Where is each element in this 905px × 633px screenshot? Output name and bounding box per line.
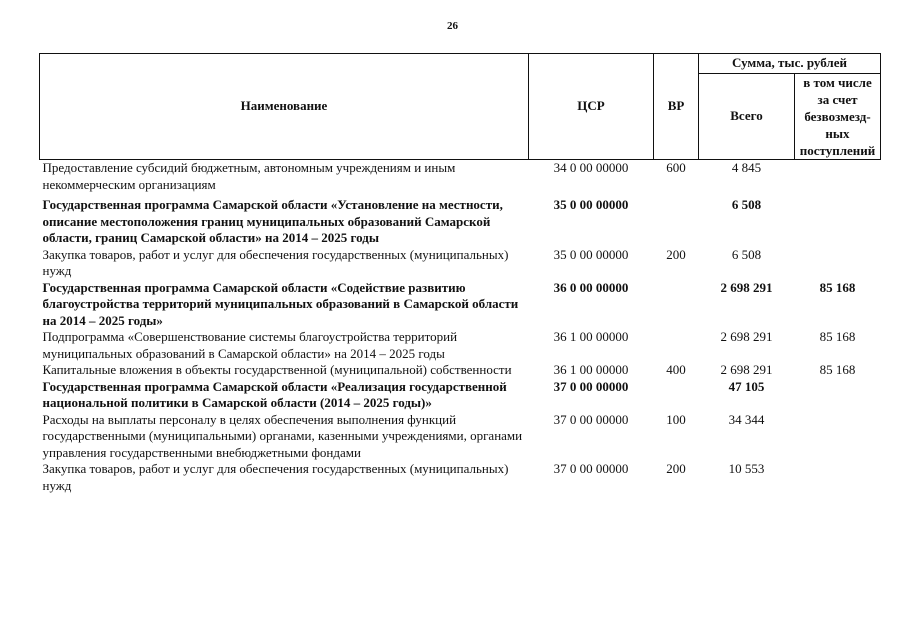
cell-grant xyxy=(795,412,881,462)
cell-csr: 36 1 00 00000 xyxy=(553,362,629,377)
cell-name: Закупка товаров, работ и услуг для обеспечения государственных (муниципальных) нужд xyxy=(42,461,509,493)
cell-vr: 100 xyxy=(666,411,686,427)
cell-name: Капитальные вложения в объекты государственной (муниципальной) собственности xyxy=(42,362,512,377)
cell-csr: 35 0 00 00000 xyxy=(553,246,629,262)
cell-total: 4 845 xyxy=(731,160,762,175)
cell-grant xyxy=(795,193,881,247)
cell-total: 2 698 291 xyxy=(720,279,773,295)
cell-csr: 37 0 00 00000 xyxy=(553,461,629,476)
cell-csr: 36 0 00 00000 xyxy=(553,279,629,295)
page-number: 26 xyxy=(447,20,458,32)
header-total: Всего xyxy=(699,74,795,160)
header-csr: ЦСР xyxy=(529,54,654,160)
cell-total: 47 105 xyxy=(728,378,765,394)
cell-name: Предоставление субсидий бюджетным, автономным учреждениям и иным некоммерческим организациям xyxy=(42,160,456,192)
table-row xyxy=(40,461,881,494)
cell-name: Государственная программа Самарской области «Реализация государственной национальной политики в Самарской области (2014 – 2025 годы)» xyxy=(42,378,507,410)
table-row xyxy=(40,193,881,247)
cell-total: 6 508 xyxy=(731,246,762,262)
cell-vr xyxy=(654,329,699,362)
cell-grant xyxy=(795,160,881,194)
cell-csr: 36 1 00 00000 xyxy=(553,329,629,344)
header-name: Наименование xyxy=(40,54,529,160)
cell-name: Подпрограмма «Совершенствование системы благоустройства территорий муниципальных образований в Самарской области» на 2014 – 2025 годы xyxy=(42,329,458,361)
cell-vr: 400 xyxy=(666,362,686,377)
table-row xyxy=(40,379,881,412)
cell-grant: 85 168 xyxy=(819,329,856,344)
cell-csr: 35 0 00 00000 xyxy=(553,197,629,212)
table-row xyxy=(40,160,881,194)
cell-vr xyxy=(654,193,699,247)
cell-csr: 34 0 00 00000 xyxy=(553,160,629,175)
cell-vr: 200 xyxy=(666,461,686,476)
cell-total: 2 698 291 xyxy=(720,362,773,377)
cell-grant: 85 168 xyxy=(819,279,856,295)
cell-total: 2 698 291 xyxy=(720,329,773,344)
table-row xyxy=(40,362,881,379)
cell-total: 34 344 xyxy=(728,411,765,427)
cell-csr: 37 0 00 00000 xyxy=(553,378,629,394)
cell-total: 6 508 xyxy=(731,197,762,212)
cell-vr: 600 xyxy=(666,160,686,175)
cell-csr: 37 0 00 00000 xyxy=(553,411,629,427)
cell-name: Расходы на выплаты персоналу в целях обеспечения выполнения функций государственными (муниципальными) органами, казенными учреждениями, органами управления государственными внебюджетными фондами xyxy=(42,411,523,460)
table-header xyxy=(40,54,881,160)
cell-vr: 200 xyxy=(666,246,686,262)
cell-vr xyxy=(654,280,699,330)
cell-name: Государственная программа Самарской области «Содействие развитию благоустройства территорий муниципальных образований в Самарской области на 2014 – 2025 годы» xyxy=(42,279,519,328)
budget-table xyxy=(39,53,881,494)
cell-name: Государственная программа Самарской области «Установление на местности, описание местоположения границ муниципальных образований Самарской области, границ Самарской области» на 2014 – 2025 годы xyxy=(42,197,503,245)
cell-grant xyxy=(795,461,881,494)
cell-grant: 85 168 xyxy=(819,362,856,377)
header-vr: ВР xyxy=(654,54,699,160)
table-row xyxy=(40,247,881,280)
table-body xyxy=(40,160,881,495)
header-sum-group: Сумма, тыс. рублей xyxy=(699,54,881,74)
header-grant: в том числе за счет безвозмезд-ных поступлений xyxy=(795,74,881,160)
table-row xyxy=(40,329,881,362)
cell-total: 10 553 xyxy=(728,461,765,476)
cell-grant xyxy=(795,379,881,412)
cell-grant xyxy=(795,247,881,280)
cell-vr xyxy=(654,379,699,412)
cell-name: Закупка товаров, работ и услуг для обеспечения государственных (муниципальных) нужд xyxy=(42,246,509,278)
table-row xyxy=(40,280,881,330)
table-row xyxy=(40,412,881,462)
